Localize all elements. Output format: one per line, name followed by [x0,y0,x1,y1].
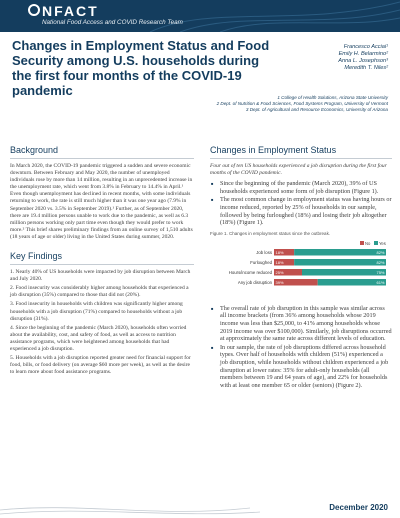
category-label: Hours/income reduced [228,269,272,275]
list-item: 3. Food insecurity in households with children was significantly higher among households with a job disruption (71%) compared to households without a job disruption (31%). [10,301,183,322]
list-item: ■ The most common change in employment status was having hours or income reduced, reported by 25% of households in our sample, followed by being furloughed (18%) and losing their job altogether (18%) (Figure 1). [210,196,392,226]
affiliations [217,95,388,113]
data-label: 25% [275,269,284,275]
category-label: Any job disruption [237,279,272,285]
authors [338,44,388,72]
affiliation: 1 College of Health Solutions, Arizona State University [277,95,388,100]
legend-swatch [374,241,378,245]
data-label: 75% [376,269,385,275]
footer-date: December 2020 [329,503,388,512]
list-item: 2. Food insecurity was considerably higher among households that experienced a job disruption (35%) compared to those that did not (20%). [10,285,189,299]
legend-label: No [365,240,371,246]
author: Emily H. Belarmino² [338,51,388,58]
data-label: 61% [376,279,385,285]
changes-heading: Changes in Employment Status [210,145,392,159]
bar-segment [294,259,386,266]
page-title: Changes in Employment Status and Food Security among U.S. households during the first four months of the COVID-19 pandemic [12,38,270,98]
header-banner [0,0,400,32]
list-item: ■ The overall rate of job disruption in this sample was similar across all income brackets (from 36% among households whose 2019 income was less than $25,000, to 41% among households whose 2019 income was over $100,000). Similarly, job disruptions occurred at approximately the same rate across different levels of education. [210,305,392,343]
data-label: 39% [275,279,284,285]
category-label: Job loss [256,249,272,255]
logo-text: NFACT [42,3,99,19]
author: Meredith T. Niles² [344,65,388,72]
background-text: In March 2020, the COVID-19 pandemic triggered a sudden and severe economic downturn. Between February and May 2020, the number of unemployed individuals rose by more than 14 million, resulting in an unprecedented increase in the unemployment rate, which went from 3.8% in February to 14.4% in April.¹ Even though unemployment has declined in recent months, with some individuals returning to work, the rate is still much higher than it was one year ago (7.9% in September 2020 vs. 3.5% in September 2019).¹ Further, as of September 2020, there are 19.4 million persons unable to work due to the pandemic, as well as 6.3 million persons working only part time even though they would prefer to work more.² This brief shares preliminary findings from an online survey of 1,510 adults (18 years of age or older) living in the United States during summer, 2020. [10,163,193,240]
logo-icon [28,4,40,16]
changes-intro: Four out of ten US households experienced a job disruption during the first four months of the COVID pandemic. [210,163,387,177]
data-label: 82% [376,259,385,265]
list-item: 5. Households with a job disruption reported greater need for financial support for food, bills, or food delivery (on average $60 more per week), as well as the desire to learn more about food assistance programs. [10,355,191,376]
list-item: 4. Since the beginning of the pandemic (March 2020), households often worried about the availability, cost, and safety of food, as well as access to nutrition assistance programs, which were heightened among households that had experienced a job disruption. [10,324,187,352]
figure-caption: Figure 1. Changes in employment status since the outbreak. [210,230,331,236]
data-label: 82% [376,249,385,255]
list-item: ■ Since the beginning of the pandemic (March 2020), 39% of US households experienced some form of job disruption (Figure 1). [210,180,392,195]
list-item: 1. Nearly 40% of US households were impacted by job disruption between March and July 2020. [10,269,191,283]
author: Anna L. Josephson³ [338,58,388,65]
legend-label: Yes [379,240,386,246]
affiliation: 3 Dept. of Agricultural and Resource Economics, University of Arizona [245,107,388,112]
changes-bullets-top [210,180,392,227]
legend-swatch [360,241,364,245]
data-label: 18% [275,249,284,255]
left-column [10,145,194,378]
changes-bullets-bottom [210,305,392,390]
bar-segment [294,249,386,256]
employment-chart [210,239,392,294]
right-column [210,145,392,390]
category-label: Furloughed [250,259,272,265]
list-item: ■ In our sample, the rate of job disruptions differed across household types. Over half of households with children (51%) experienced a job disruption, while households without children experienced a job disruption at lower rates: 35% for adult-only households (all members between 19 and 64 years of age), and 22% for households with at least one member 65 or older (seniors) (Figure 2). [210,344,392,390]
author: Francesco Acciai¹ [343,44,388,50]
bar-segment [302,269,386,276]
data-label: 18% [275,259,284,265]
background-heading: Background [10,145,194,159]
tagline: National Food Access and COVID Research Team [42,19,183,26]
key-findings-heading: Key Findings [10,251,194,265]
affiliation: 2 Dept. of Nutrition & Food Sciences, Food Systems Program, University of Vermont [216,101,388,106]
key-findings-list [10,269,194,376]
